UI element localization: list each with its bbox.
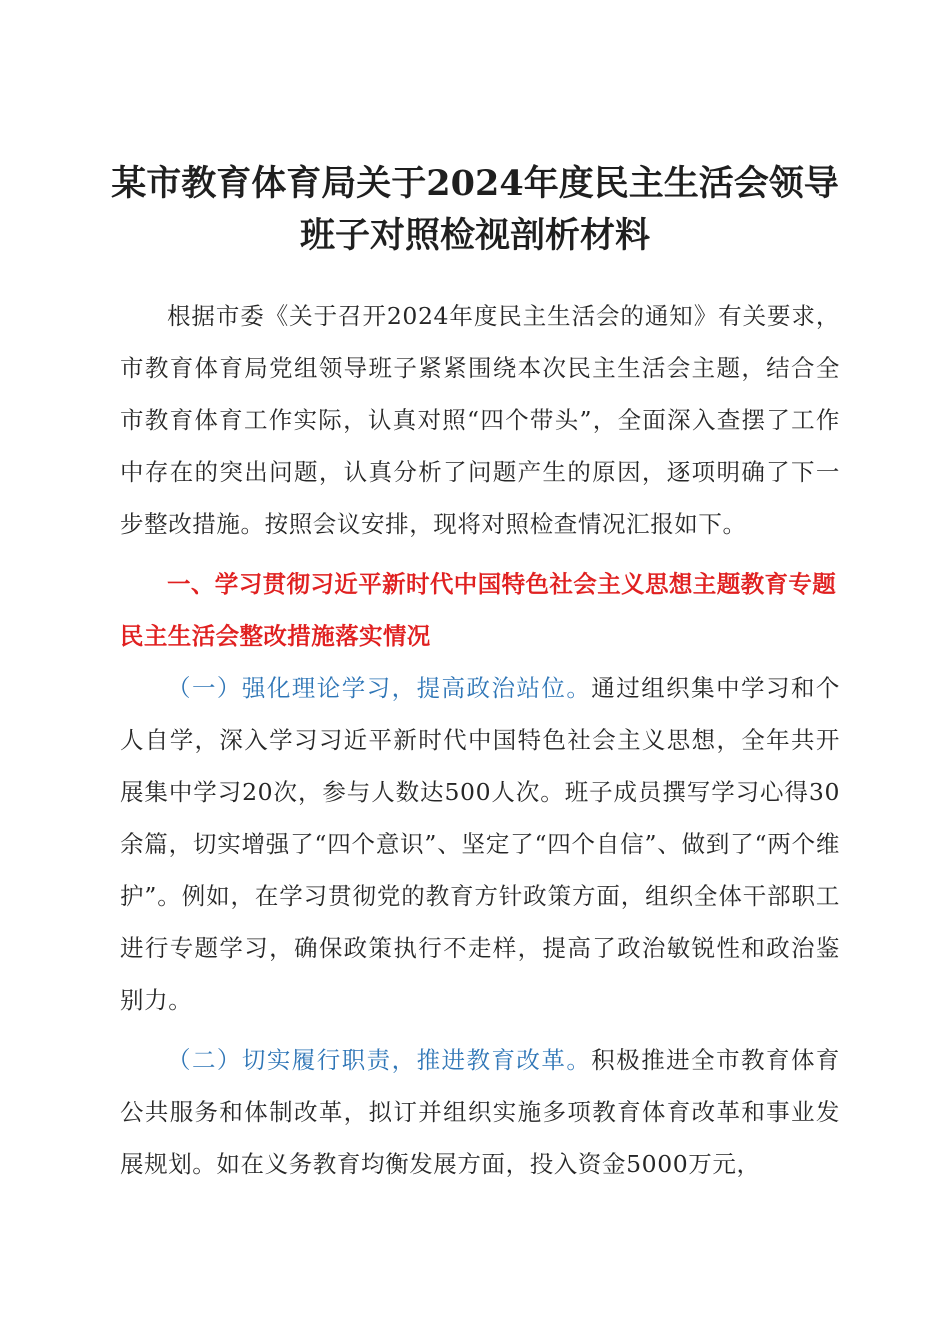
subsection-1-title: （一）强化理论学习，提高政治站位。: [167, 674, 592, 702]
document-body: [120, 290, 840, 1190]
subsection-1-paragraph: [120, 662, 840, 1026]
intro-paragraph: 根据市委《关于召开2024年度民主生活会的通知》有关要求，市教育体育局党组领导班子紧紧围绕本次民主生活会主题，结合全市教育体育工作实际，认真对照“四个带头”，全面深入查摆了工作中存在的突出问题，认真分析了问题产生的原因，逐项明确了下一步整改措施。按照会议安排，现将对照检查情况汇报如下。: [120, 302, 840, 538]
spacer: [120, 1026, 840, 1034]
subsection-2-paragraph: [120, 1034, 840, 1190]
document-title-line-1: 某市教育体育局关于2024年度民主生活会领导: [111, 163, 839, 204]
spacer: [120, 550, 840, 558]
section-1-heading: 一、学习贯彻习近平新时代中国特色社会主义思想主题教育专题民主生活会整改措施落实情况: [120, 570, 837, 650]
subsection-2-title: （二）切实履行职责，推进教育改革。: [167, 1046, 592, 1074]
subsection-2-text: 积极推进全市教育体育公共服务和体制改革，拟订并组织实施多项教育体育改革和事业发展规划。如在义务教育均衡发展方面，投入资金5000万元，: [120, 1046, 840, 1178]
document-title-line-2: 班子对照检视剖析材料: [299, 215, 650, 256]
subsection-1-text: 通过组织集中学习和个人自学，深入学习习近平新时代中国特色社会主义思想，全年共开展集中学习20次，参与人数达500人次。班子成员撰写学习心得30余篇，切实增强了“四个意识”、坚定了“四个自信”、做到了“两个维护”。例如，在学习贯彻党的教育方针政策方面，组织全体干部职工进行专题学习，确保政策执行不走样，提高了政治敏锐性和政治鉴别力。: [120, 674, 840, 1014]
